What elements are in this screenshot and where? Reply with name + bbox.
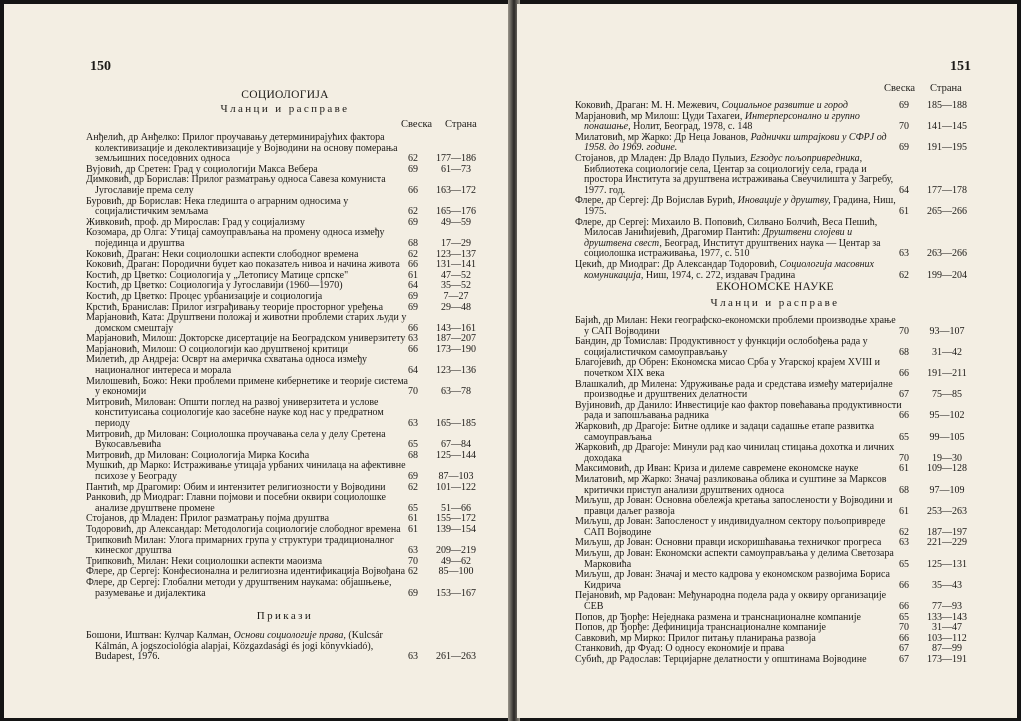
entry-text: Митровић, др Милован: Социологија Мирка Косића (86, 449, 310, 461)
list-item (575, 496, 975, 517)
entry-volume: 70 (899, 325, 909, 337)
entry-numbers (398, 345, 484, 356)
entry-pages: 97—109 (929, 484, 965, 496)
entry-pages: 87—103 (438, 471, 474, 482)
entry-text: Костић, др Цветко: Процес урбанизације и социологија (86, 290, 323, 302)
entry-numbers (398, 483, 484, 494)
entry-text: Максимовић, др Иван: Криза и дилеме савремене економске науке (575, 463, 859, 475)
entry-numbers (398, 292, 484, 303)
entry-text: Пејановић, мр Радован: Међународна подела рада у оквиру организације СЕВ (575, 590, 887, 613)
entry-numbers (398, 472, 484, 483)
entry-pages: 125—144 (436, 449, 476, 461)
column-header-pages: Страна (445, 119, 477, 130)
entry-pages: 191—211 (927, 367, 967, 379)
entry-pages: 7—27 (443, 290, 469, 302)
entry-numbers (889, 143, 975, 154)
entry-text: Костић, др Цветко: Социологија у Југославији (1960—1970) (86, 280, 343, 292)
entry-text: Козомара, др Олга: Утицај самоуправљања на промену односа између појединца и друштва (86, 227, 385, 249)
entry-publication-text: Нолит, Београд, 1978, с. 148 (630, 121, 753, 133)
entry-volume: 65 (408, 439, 418, 451)
entry-numbers (889, 581, 975, 592)
entry-author-text: Коковић, Драган: М. Н. Межевич, (575, 100, 722, 111)
entry-text: Милетић, др Андреја: Осврт на америчка схватања односа између националног интереса и морала (86, 354, 368, 377)
entry-text: Бандин, др Томислав: Продуктивност у функцији ослобођења рада у социјалистичком самоуправљању (575, 336, 868, 358)
entry-volume: 66 (408, 184, 418, 196)
entry-text: Живковић, проф. др Мирослав: Град у социјализму (86, 216, 305, 228)
entry-pages: 99—105 (929, 431, 965, 443)
entry-numbers (889, 486, 975, 497)
list-item (575, 133, 975, 154)
entry-pages: 155—172 (436, 513, 476, 525)
entry-pages: 31—47 (932, 622, 962, 634)
entry-numbers (889, 655, 975, 666)
entry-volume: 68 (408, 237, 418, 249)
entry-author-text: Марјановић, мр Милош: Цуди Тахагеи, (575, 110, 745, 122)
entry-work-title: Друштвени слојеви и друштвена свест, (584, 227, 853, 249)
entry-text: Милошевић, Божо: Неки проблеми примене кибернетике и теорије система у економији (86, 375, 408, 398)
entry-text: Пантић, мр Драгомир: Обим и интензитет религиозности у Војводини (86, 481, 386, 493)
entry-pages: 163—172 (436, 184, 476, 196)
entry-volume: 67 (899, 654, 909, 665)
entry-text: Анђелић, др Анђелко: Прилог проучавању детерминирајућих фактора колективизације и деколективизације у Војводини на основу померања земљишних поседовних односа (86, 132, 398, 165)
entry-pages: 177—178 (927, 184, 967, 196)
entry-work-title: Раднички штрајкови у СФРЈ од 1958. до 1969. године. (584, 131, 887, 154)
list-item (575, 112, 975, 133)
entry-publication-text: (Kulcsár Kálmán, A jogszociológia alapjai, Közgazdasági és jogi könyvkiadó), Budapest, 1976. (95, 630, 383, 663)
entry-pages: 187—197 (927, 526, 967, 538)
list-item (575, 380, 975, 401)
entry-pages: 35—52 (441, 280, 471, 292)
entry-numbers (398, 387, 484, 398)
entry-author-text: Бошони, Иштван: Кулчар Калман, (86, 630, 234, 641)
entry-volume: 66 (408, 322, 418, 334)
entry-text (86, 631, 411, 663)
entry-numbers (889, 464, 975, 475)
entry-volume: 64 (408, 365, 418, 377)
entry-text: Миљуш, др Јован: Основни правци искоришћавања техничког прогреса (575, 537, 882, 549)
column-header-volume: Свеска (401, 119, 433, 130)
entry-volume: 64 (408, 280, 418, 292)
page-number-right: 151 (950, 59, 971, 74)
entry-volume: 65 (899, 558, 909, 570)
entry-volume: 65 (899, 611, 909, 623)
entry-text: Жарковић, др Драгоје: Битне одлике и задаци садашње етапе развитка самоуправљања (575, 420, 875, 443)
entry-publication-text: Градина, Ниш, 1975. (584, 195, 896, 217)
entry-text: Буровић, др Борислав: Нека гледишта о аграрним односима у социјалистичким земљама (86, 195, 349, 218)
entry-volume: 61 (408, 513, 418, 525)
entry-text: Бајић, др Милан: Неки географско-економски проблеми производње храње у САП Војводини (575, 315, 896, 337)
list-item (86, 377, 484, 398)
entry-pages: 191—195 (927, 142, 967, 154)
list-item (575, 475, 975, 496)
entry-volume: 62 (408, 153, 418, 165)
entry-volume: 63 (408, 418, 418, 430)
entry-text (575, 112, 902, 133)
entry-pages: 177—186 (436, 153, 476, 165)
entry-pages: 123—136 (436, 365, 476, 377)
entry-volume: 67 (899, 643, 909, 655)
entry-work-title: Интерперсонално и групно понашање, (584, 110, 860, 133)
entry-numbers (398, 451, 484, 462)
list-item (86, 175, 484, 196)
entry-numbers (398, 165, 484, 176)
entry-numbers (889, 369, 975, 380)
list-item (575, 570, 975, 591)
entry-volume: 68 (899, 346, 909, 358)
entry-text: Вујиновић, др Данило: Инвестиције као фактор повећавања продуктивности рада и запошљавања радника (575, 399, 902, 422)
entry-pages: 31—42 (932, 346, 962, 358)
list-item (86, 430, 484, 451)
entry-pages: 93—107 (929, 325, 965, 337)
entry-text: Флере, др Сергеј: Глобални методи у друштвеним наукама: објашњење, разумевање и дијалектика (86, 576, 392, 599)
entry-author-text: Флере, др Сергеј: Михаило В. Поповић, Силвано Болчић, Веса Пешић, Милосав Јанићијевић, Драгомир Пантић: (575, 216, 878, 239)
entry-text: Попов, др Ђорђе: Дефиниција транснационалне компаније (575, 622, 826, 634)
list-item (575, 260, 975, 281)
list-item (575, 422, 975, 443)
entry-pages: 85—100 (438, 566, 474, 578)
list-item (575, 401, 975, 422)
entry-volume: 62 (408, 481, 418, 493)
entry-pages: 35—43 (932, 579, 962, 591)
entry-pages: 75—85 (932, 389, 962, 401)
entry-volume: 66 (899, 367, 909, 379)
entry-volume: 62 (899, 526, 909, 538)
entry-author-text: Милатовић, мр Жарко: Др Неца Јованов, (575, 131, 751, 143)
left-page (4, 4, 511, 718)
list-item (86, 197, 484, 218)
entry-work-title: Егзодус пољопривредника, (749, 152, 863, 164)
entry-text: Крстић, Бранислав: Прилог изграђивању теорије просторног уређења (86, 301, 384, 313)
entry-volume: 66 (899, 601, 909, 613)
article-list-sociology (86, 133, 484, 599)
list-item (86, 228, 484, 249)
entry-text (575, 196, 902, 217)
entry-text: Станковић, др Фуад: О односу економије и права (575, 643, 785, 655)
entry-pages: 87—99 (932, 643, 962, 655)
article-list-economics (575, 316, 975, 666)
review-list-sociology-continued (575, 101, 975, 281)
entry-text: Митровић, др Милован: Социолошка проучавања села у делу Сретена Вукосављевића (86, 428, 386, 451)
entry-work-title: Социологија масовних комуникација, (584, 258, 874, 281)
section-title-reviews: Прикази (256, 610, 314, 622)
entry-numbers (889, 207, 975, 218)
entry-pages: 261—263 (436, 651, 476, 663)
review-list-sociology (86, 631, 484, 663)
entry-text: Марјановић, Милош: Докторске дисертације на Београдском универзитету (86, 333, 406, 345)
entry-pages: 265—266 (927, 205, 967, 217)
entry-volume: 61 (408, 523, 418, 535)
entry-text: Миљуш, др Јован: Економски аспекти самоуправљања у делима Светозара Марковића (575, 548, 894, 570)
entry-volume: 62 (408, 248, 418, 260)
section-title-sociology: СОЦИОЛОГИЈА (241, 89, 329, 101)
entry-volume: 63 (408, 333, 418, 345)
entry-volume: 61 (408, 269, 418, 281)
entry-volume: 70 (899, 121, 909, 133)
entry-pages: 123—137 (436, 248, 476, 260)
entry-volume: 69 (408, 163, 418, 175)
entry-pages: 61—73 (441, 163, 471, 175)
entry-text: Марјановић, Ката: Друштвени положај и животни проблеми старих људи у домском смештају (86, 312, 407, 334)
entry-pages: 47—52 (441, 269, 471, 281)
entry-numbers (889, 411, 975, 422)
list-item (86, 461, 484, 482)
right-page (517, 4, 1017, 718)
entry-volume: 69 (408, 290, 418, 302)
entry-text (575, 260, 902, 281)
entry-pages: 165—176 (436, 206, 476, 218)
entry-text: Марјановић, Милош: О социологији као друштвеној критици (86, 343, 349, 355)
entry-text (575, 218, 902, 260)
entry-volume: 66 (408, 343, 418, 355)
section-subtitle-articles: Чланци и расправе (220, 103, 350, 115)
list-item (575, 655, 975, 666)
entry-volume: 70 (899, 452, 909, 464)
entry-text: Флере, др Сергеј: Конфесионална и религиозна идентификација Војвођана (86, 566, 406, 578)
entry-text: Вујовић, др Сретен: Град у социологији Макса Вебера (86, 163, 318, 175)
entry-numbers (889, 348, 975, 359)
entry-pages: 95—102 (929, 410, 965, 422)
entry-text: Милатовић, мр Жарко: Значај разликовања облика и суштине за Марксов критички приступ анализи друштвених односа (575, 473, 887, 496)
entry-numbers (889, 101, 975, 112)
entry-volume: 61 (899, 505, 909, 517)
entry-pages: 19—30 (932, 452, 962, 464)
list-item (575, 517, 975, 538)
entry-work-title: Иновације у друштву, (737, 195, 831, 207)
entry-text: Попов, др Ђорђе: Неједнака размена и транснационалне компаније (575, 611, 861, 623)
entry-volume: 69 (408, 216, 418, 228)
entry-numbers (889, 327, 975, 338)
list-item (575, 443, 975, 464)
entry-numbers (398, 525, 484, 536)
list-item (86, 493, 484, 514)
entry-volume: 65 (899, 431, 909, 443)
entry-pages: 165—185 (436, 418, 476, 430)
entry-volume: 69 (408, 587, 418, 599)
entry-volume: 70 (408, 555, 418, 567)
entry-pages: 101—122 (436, 481, 476, 493)
entry-volume: 61 (899, 205, 909, 217)
entry-volume: 66 (408, 259, 418, 271)
list-item (575, 154, 975, 196)
entry-numbers (398, 589, 484, 600)
list-item (86, 133, 484, 165)
entry-pages: 173—190 (436, 343, 476, 355)
list-item (86, 292, 484, 303)
entry-pages: 103—112 (927, 632, 967, 644)
entry-pages: 185—188 (927, 100, 967, 111)
list-item (575, 316, 975, 337)
entry-pages: 141—145 (927, 121, 967, 133)
entry-pages: 199—204 (927, 269, 967, 281)
entry-numbers (398, 567, 484, 578)
section-title-economics: ЕКОНОМСКЕ НАУКЕ (716, 281, 834, 293)
entry-volume: 69 (899, 142, 909, 154)
entry-numbers (398, 239, 484, 250)
list-item (86, 536, 484, 557)
entry-author-text: Цекић, др Миодраг: Др Александар Тодоровић, (575, 258, 780, 270)
list-item (86, 525, 484, 536)
entry-text: Коковић, Драган: Неки социолошки аспекти слободног времена (86, 248, 359, 260)
entry-pages: 109—128 (927, 463, 967, 475)
list-item (86, 631, 484, 663)
entry-volume: 66 (899, 579, 909, 591)
entry-text: Влашкалић, др Милена: Удруживање рада и средстава између материјалне производње и друштвених делатности (575, 378, 893, 401)
entry-text: Митровић, Милован: Општи поглед на развој универзитета и услове конституисања социологије као засебне науке код нас у предратном периоду (86, 396, 384, 430)
entry-volume: 66 (899, 632, 909, 644)
entry-volume: 63 (408, 545, 418, 557)
list-item (575, 549, 975, 570)
list-item (86, 578, 484, 599)
entry-publication-text: Библиотека социологије села, Центар за социологију села, града и простора Института за друштвена истраживања Свеучилишта у Загребу, 1977. год. (584, 163, 894, 196)
entry-work-title: Основи социологије права, (233, 630, 346, 641)
entry-volume: 61 (899, 463, 909, 475)
entry-text: Мушкић, др Марко: Истраживање утицаја урбаних чинилаца на афективне психозе у Београду (86, 460, 406, 482)
entry-text: Костић, др Цветко: Социологија у „Летопису Матице српске" (86, 269, 349, 281)
list-item (575, 218, 975, 260)
entry-text: Стојанов, др Младен: Прилог разматрању појма друштва (86, 513, 330, 525)
entry-pages: 67—84 (441, 439, 471, 451)
entry-pages: 17—29 (441, 237, 471, 249)
entry-numbers (398, 366, 484, 377)
entry-text: Миљуш, др Јован: Запосленост у индивидуалном сектору пољопривреде САП Војводине (575, 516, 886, 538)
entry-numbers (398, 186, 484, 197)
entry-numbers (889, 186, 975, 197)
entry-text (575, 133, 902, 154)
entry-numbers (398, 303, 484, 314)
entry-volume: 62 (899, 269, 909, 281)
entry-numbers (889, 433, 975, 444)
entry-volume: 70 (899, 622, 909, 634)
list-item (575, 196, 975, 217)
entry-volume: 63 (899, 248, 909, 260)
entry-numbers (889, 249, 975, 260)
entry-publication-text: Ниш, 1974, с. 272, издавач Градина (643, 269, 796, 281)
entry-numbers (889, 271, 975, 282)
entry-text: Коковић, Драган: Породични буџет као показатељ нивоа и начина живота (86, 259, 400, 271)
page-number-left: 150 (90, 59, 111, 74)
entry-numbers (889, 560, 975, 571)
entry-volume: 69 (899, 100, 909, 111)
list-item (86, 355, 484, 376)
entry-volume: 69 (408, 471, 418, 482)
entry-text: Благојевић, др Обрен: Економска мисао Срба у Угарској крајем XVIII и почетком XIX века (575, 357, 880, 379)
entry-text: Ранковић, др Миодраг: Главни појмови и посебни оквири социолошке анализе друштвене промене (86, 492, 386, 514)
entry-volume: 68 (408, 449, 418, 461)
entry-text: Савковић, мр Мирко: Прилог питању планирања развоја (575, 632, 816, 644)
entry-text: Трипковић Милан: Улога примарних група у структури традиционалног кинеског друштва (86, 534, 395, 557)
entry-pages: 153—167 (436, 587, 476, 599)
entry-numbers (889, 538, 975, 549)
column-header-pages-right: Страна (930, 83, 962, 94)
entry-volume: 69 (408, 301, 418, 313)
entry-pages: 209—219 (436, 545, 476, 557)
entry-text: Димковић, др Борислав: Прилог разматрању односа Савеза комуниста Југославије према селу (86, 174, 386, 196)
entry-volume: 65 (408, 502, 418, 514)
entry-volume: 68 (899, 484, 909, 496)
entry-pages: 77—93 (932, 601, 962, 613)
entry-pages: 29—48 (441, 301, 471, 313)
entry-publication-text: Београд, Институт друштвених наука — Центар за социолошка истраживања, 1977, с. 510 (584, 237, 881, 260)
entry-pages: 125—131 (927, 558, 967, 570)
section-subtitle-economics: Чланци и расправе (710, 297, 840, 309)
entry-pages: 49—59 (441, 216, 471, 228)
entry-volume: 66 (899, 410, 909, 422)
entry-pages: 51—66 (441, 502, 471, 514)
entry-pages: 139—154 (436, 523, 476, 535)
entry-pages: 263—266 (927, 248, 967, 260)
entry-text: Субић, др Радослав: Терцијарне делатности у општинама Војводине (575, 654, 867, 665)
entry-numbers (398, 652, 484, 663)
entry-pages: 131—141 (436, 259, 476, 271)
entry-pages: 143—161 (436, 322, 476, 334)
entry-pages: 133—143 (927, 611, 967, 623)
list-item (86, 313, 484, 334)
entry-text: Трипковић, Милан: Неки социолошки аспекти маоизма (86, 555, 323, 567)
entry-pages: 49—62 (441, 555, 471, 567)
entry-numbers (398, 419, 484, 430)
entry-pages: 63—78 (441, 386, 471, 398)
entry-pages: 173—191 (927, 654, 967, 665)
entry-text: Тодоровић, др Александар: Методологија социологије слободног времена (86, 523, 401, 535)
column-header-volume-right: Свеска (884, 83, 916, 94)
list-item (575, 358, 975, 379)
entry-pages: 221—229 (927, 537, 967, 549)
list-item (575, 591, 975, 612)
entry-text: Миљуш, др Јован: Основна обележја кретања запослености у Војводини и правци даљег развоја (575, 495, 893, 517)
entry-volume: 63 (899, 537, 909, 549)
entry-author-text: Стоjанов, др Младен: Др Владо Пулыиз, (575, 152, 750, 164)
entry-volume: 62 (408, 206, 418, 218)
list-item (86, 398, 484, 430)
entry-numbers (889, 507, 975, 518)
entry-volume: 64 (899, 184, 909, 196)
entry-volume: 62 (408, 566, 418, 578)
entry-volume: 63 (408, 651, 418, 663)
entry-text: Жарковић, др Драгоје: Минули рад као чинилац стицања дохотка и личних доходака (575, 442, 895, 464)
entry-work-title: Социальное развитие и город (721, 100, 848, 111)
entry-text: Миљуш, др Јован: Значај и место кадрова у економском развојима Бориса Кидрича (575, 569, 890, 591)
entry-pages: 187—207 (436, 333, 476, 345)
entry-text (575, 154, 902, 196)
entry-numbers (889, 122, 975, 133)
entry-numbers (398, 218, 484, 229)
entry-volume: 67 (899, 389, 909, 401)
entry-volume: 70 (408, 386, 418, 398)
list-item (575, 337, 975, 358)
entry-author-text: Флере, др Сергеј: Др Војислав Бурић, (575, 195, 738, 207)
entry-pages: 253—263 (927, 505, 967, 517)
